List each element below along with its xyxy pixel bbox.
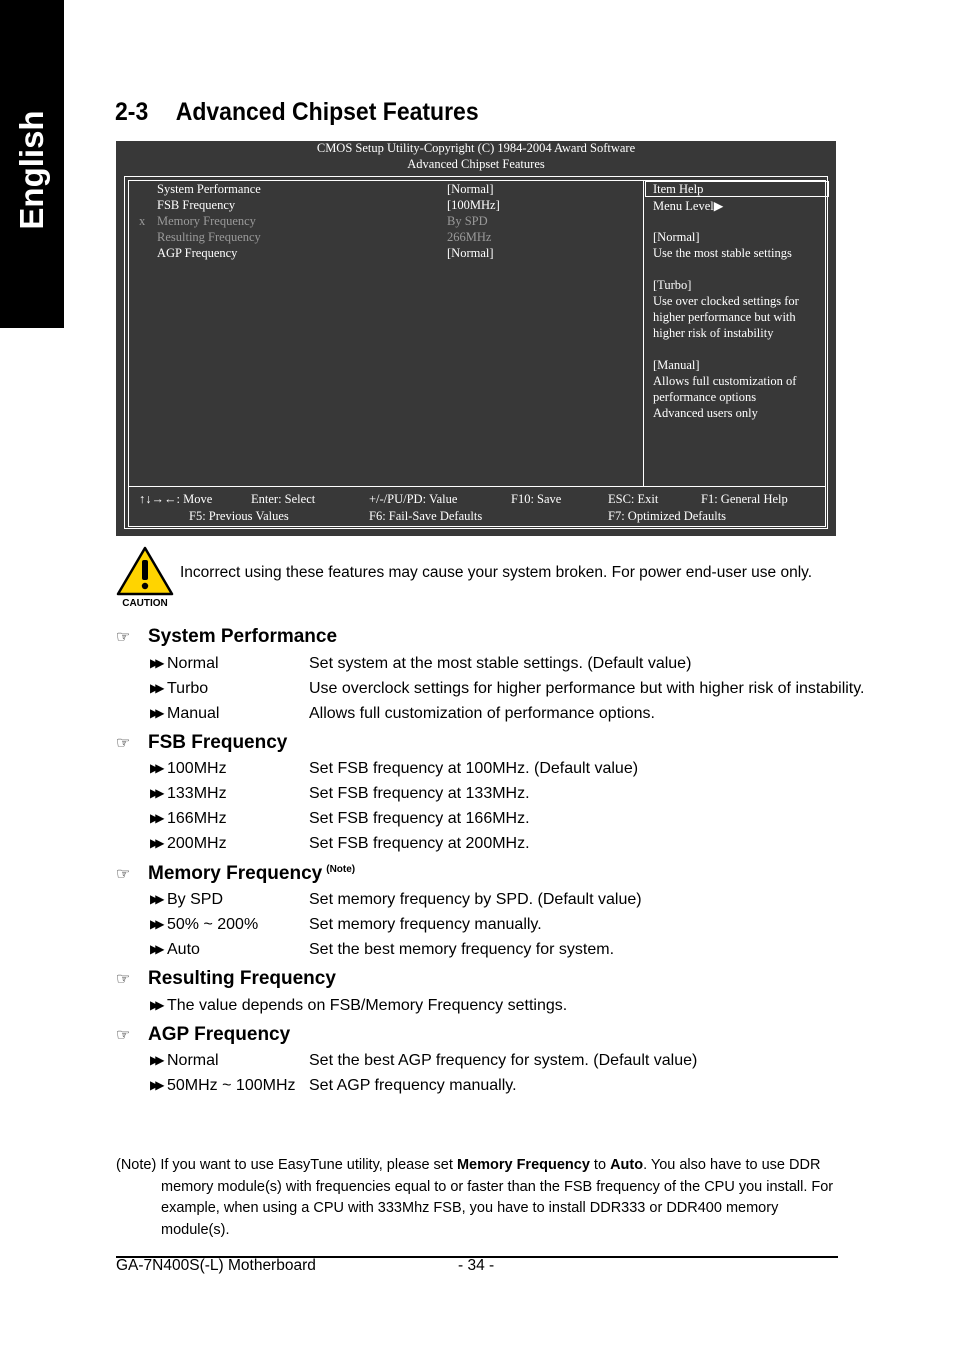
bios-item-marker: x bbox=[139, 214, 146, 228]
section-heading-text: Resulting Frequency bbox=[148, 968, 336, 989]
pointing-hand-icon: ☞ bbox=[116, 971, 131, 988]
option-description: Set AGP frequency manually. bbox=[309, 1077, 517, 1094]
note-line-2: memory module(s) with frequencies equal to or faster than the FSB frequency of the CPU you install. For bbox=[161, 1178, 834, 1195]
double-arrow-icon: ▶▶ bbox=[150, 892, 161, 906]
option-name bbox=[150, 680, 208, 698]
option-name-text: The value depends on FSB/Memory Frequency settings. bbox=[167, 997, 568, 1014]
caution-text: Incorrect using these features may cause your system broken. For power end-user use only. bbox=[180, 564, 813, 581]
note-line-3: example, when using a CPU with 333Mhz FSB, you have to install DDR333 or DDR400 memory module(s). bbox=[161, 1200, 779, 1238]
footer-f10: F10: Save bbox=[511, 492, 562, 506]
note-prefix: (Note) bbox=[116, 1157, 157, 1173]
option-name bbox=[150, 760, 227, 778]
footer-enter: Enter: Select bbox=[251, 492, 316, 506]
option-name-text: Turbo bbox=[167, 680, 209, 697]
bios-item-value[interactable]: [100MHz] bbox=[447, 198, 500, 212]
bios-item-name[interactable]: Resulting Frequency bbox=[157, 230, 261, 244]
help-line: higher risk of instability bbox=[653, 326, 774, 340]
note-text-2: to bbox=[589, 1157, 611, 1173]
option-name-text: 133MHz bbox=[167, 785, 227, 802]
pointing-hand-icon: ☞ bbox=[116, 1027, 131, 1044]
section-heading-text: System Performance bbox=[148, 626, 338, 647]
bios-header-menu-title: Advanced Chipset Features bbox=[407, 157, 545, 171]
double-arrow-icon: ▶▶ bbox=[150, 942, 161, 956]
option-description: Set the best AGP frequency for system. (Default value) bbox=[309, 1052, 698, 1069]
option-name-text: 166MHz bbox=[167, 810, 227, 827]
option-description: Set memory frequency by SPD. (Default value) bbox=[309, 891, 642, 908]
option-description: Set FSB frequency at 100MHz. (Default value) bbox=[309, 760, 639, 777]
bios-inner-frame bbox=[128, 180, 826, 527]
option-description: Set FSB frequency at 166MHz. bbox=[309, 810, 530, 827]
option-section-heading bbox=[116, 863, 355, 885]
option-description: Set the best memory frequency for system. bbox=[309, 941, 615, 958]
option-name bbox=[150, 891, 223, 909]
option-name bbox=[150, 785, 227, 803]
bios-item-value[interactable]: By SPD bbox=[447, 214, 488, 228]
bios-outer-frame bbox=[124, 176, 828, 529]
option-name-text: 200MHz bbox=[167, 835, 227, 852]
side-tab-label: English bbox=[13, 110, 50, 230]
double-arrow-icon: ▶▶ bbox=[150, 1078, 161, 1092]
bios-header-copyright: CMOS Setup Utility-Copyright (C) 1984-2004 Award Software bbox=[316, 141, 636, 155]
bios-item-value[interactable]: 266MHz bbox=[447, 230, 492, 244]
bios-column-divider bbox=[643, 181, 644, 486]
option-name bbox=[150, 1077, 296, 1095]
option-name bbox=[150, 997, 567, 1015]
footer-f6: F6: Fail-Save Defaults bbox=[369, 509, 483, 523]
pointing-hand-icon: ☞ bbox=[116, 735, 131, 752]
bios-item-name[interactable]: System Performance bbox=[157, 182, 261, 196]
option-name bbox=[150, 916, 258, 934]
help-line: Menu Level▶ bbox=[653, 199, 724, 213]
option-name-text: By SPD bbox=[167, 891, 224, 908]
note-bold-auto: Auto bbox=[610, 1157, 644, 1173]
note-bold-memory-frequency: Memory Frequency bbox=[456, 1157, 590, 1173]
side-language-tab bbox=[0, 0, 64, 328]
help-line: Use the most stable settings bbox=[653, 246, 792, 260]
pointing-hand-icon: ☞ bbox=[116, 866, 131, 883]
section-heading-text: AGP Frequency bbox=[148, 1024, 291, 1045]
option-name-text: Normal bbox=[167, 1052, 219, 1069]
caution-label: CAUTION bbox=[122, 598, 168, 609]
option-name-text: Manual bbox=[167, 705, 220, 722]
option-description: Use overclock settings for higher performance but with higher risk of instability. bbox=[309, 680, 865, 697]
option-section-heading bbox=[116, 968, 336, 990]
double-arrow-icon: ▶▶ bbox=[150, 811, 161, 825]
option-section-heading bbox=[116, 626, 337, 648]
help-line: [Manual] bbox=[653, 358, 700, 372]
bios-footer-divider bbox=[129, 486, 825, 487]
option-name bbox=[150, 655, 219, 673]
option-name bbox=[150, 1052, 219, 1070]
option-name bbox=[150, 810, 227, 828]
help-line: Allows full customization of bbox=[653, 374, 797, 388]
section-heading-text: FSB Frequency bbox=[148, 732, 288, 753]
note-text-1: If you want to use EasyTune utility, please set bbox=[160, 1157, 457, 1173]
footer-esc: ESC: Exit bbox=[608, 492, 659, 506]
option-name-text: Auto bbox=[167, 941, 200, 958]
section-title-text: Advanced Chipset Features bbox=[175, 98, 479, 126]
double-arrow-icon: ▶▶ bbox=[150, 786, 161, 800]
option-description: Allows full customization of performance options. bbox=[309, 705, 655, 722]
option-name-text: 50MHz ~ 100MHz bbox=[167, 1077, 296, 1094]
section-number: 2-3 bbox=[115, 98, 149, 126]
help-line: Use over clocked settings for bbox=[653, 294, 799, 308]
footer-page-number: - 34 - bbox=[458, 1257, 495, 1274]
option-name bbox=[150, 835, 227, 853]
note-text-3: . You also have to use DDR bbox=[643, 1157, 821, 1173]
footer-f7: F7: Optimized Defaults bbox=[608, 509, 727, 523]
footer-value: +/-/PU/PD: Value bbox=[369, 492, 458, 506]
option-section-heading bbox=[116, 1024, 290, 1046]
footer-model: GA-7N400S(-L) Motherboard bbox=[116, 1257, 316, 1274]
option-name bbox=[150, 705, 219, 723]
option-name-text: Normal bbox=[167, 655, 219, 672]
option-name-text: 50% ~ 200% bbox=[167, 916, 259, 933]
caution-icon bbox=[115, 546, 175, 610]
footer-f1: F1: General Help bbox=[701, 492, 788, 506]
bios-item-name[interactable]: Memory Frequency bbox=[157, 214, 256, 228]
section-heading-text: Memory Frequency bbox=[148, 863, 323, 884]
help-line: higher performance but with bbox=[653, 310, 796, 324]
option-section-heading bbox=[116, 732, 287, 754]
bios-screen bbox=[116, 141, 836, 536]
option-name-text: 100MHz bbox=[167, 760, 227, 777]
double-arrow-icon: ▶▶ bbox=[150, 681, 161, 695]
option-description: Set FSB frequency at 133MHz. bbox=[309, 785, 530, 802]
double-arrow-icon: ▶▶ bbox=[150, 761, 161, 775]
double-arrow-icon: ▶▶ bbox=[150, 1053, 161, 1067]
double-arrow-icon: ▶▶ bbox=[150, 656, 161, 670]
option-description: Set memory frequency manually. bbox=[309, 916, 542, 933]
bios-item-value[interactable]: [Normal] bbox=[447, 246, 494, 260]
help-line: [Normal] bbox=[653, 230, 700, 244]
double-arrow-icon: ▶▶ bbox=[150, 917, 161, 931]
bios-item-name[interactable]: AGP Frequency bbox=[157, 246, 238, 260]
double-arrow-icon: ▶▶ bbox=[150, 998, 161, 1012]
help-line: Advanced users only bbox=[653, 406, 758, 420]
help-line: [Turbo] bbox=[653, 278, 692, 292]
section-title bbox=[115, 98, 479, 127]
double-arrow-icon: ▶▶ bbox=[150, 706, 161, 720]
footer-f5: F5: Previous Values bbox=[189, 509, 289, 523]
item-help-title: Item Help bbox=[653, 182, 704, 196]
pointing-hand-icon: ☞ bbox=[116, 629, 131, 646]
option-name bbox=[150, 941, 200, 959]
option-description: Set FSB frequency at 200MHz. bbox=[309, 835, 530, 852]
double-arrow-icon: ▶▶ bbox=[150, 836, 161, 850]
footnote bbox=[116, 1155, 838, 1241]
note-reference: (Note) bbox=[326, 863, 356, 875]
help-line: performance options bbox=[653, 390, 757, 404]
bios-item-name[interactable]: FSB Frequency bbox=[157, 198, 236, 212]
bios-item-value[interactable]: [Normal] bbox=[447, 182, 494, 196]
option-description: Set system at the most stable settings. (Default value) bbox=[309, 655, 692, 672]
footer-move: ↑↓→←: Move bbox=[139, 492, 213, 506]
